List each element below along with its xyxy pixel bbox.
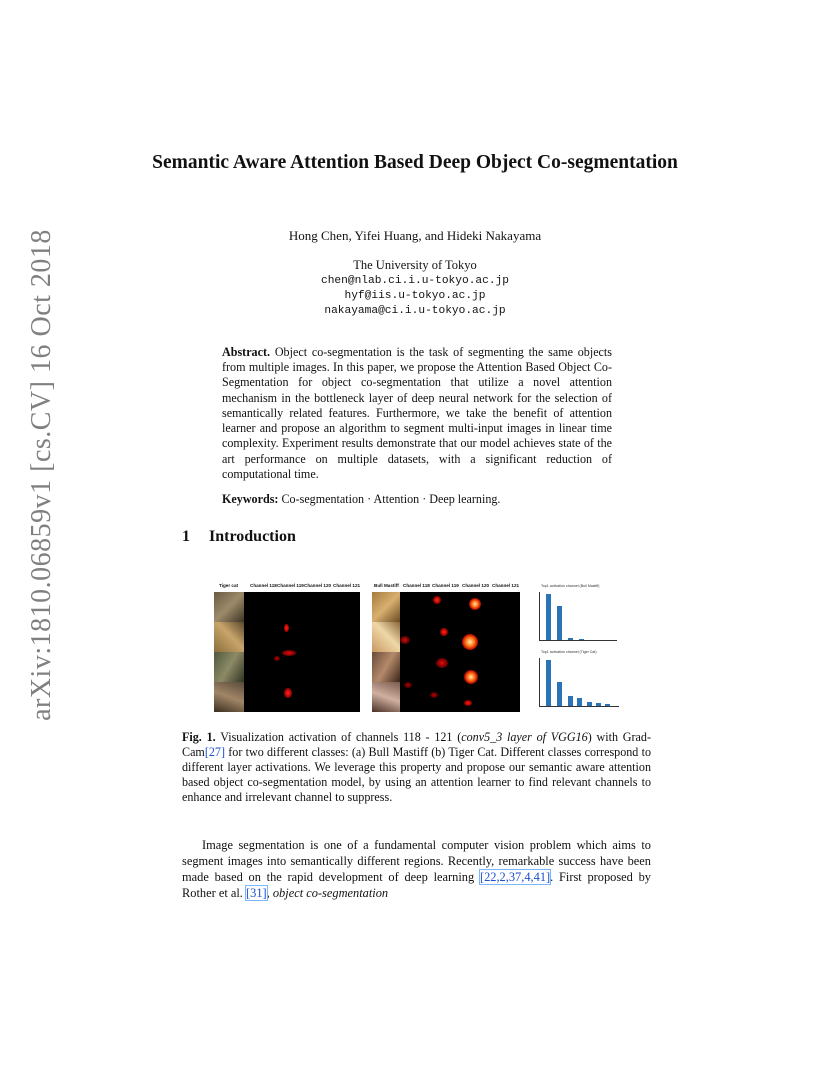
abstract xyxy=(222,345,612,482)
bull-mastiff-panel xyxy=(372,582,520,712)
chart-bar xyxy=(557,606,562,640)
activation-blob xyxy=(284,688,292,698)
chart-bar xyxy=(577,698,582,706)
bull-mastiff-activation-maps xyxy=(400,592,520,712)
chart-bar xyxy=(587,702,592,706)
chart-bar xyxy=(546,594,551,640)
chart-bar xyxy=(557,682,562,706)
activation-blob xyxy=(274,656,280,661)
chart-title: Top1 activation channel (Bull Mastiff) xyxy=(541,584,600,588)
paragraph-text: Image segmentation is one of a fundamental computer vision problem which aims to segment images into semantically different regions. Recently, remarkable success have been made based on the rapid development of deep learning xyxy=(182,838,651,885)
activation-blob xyxy=(433,596,441,604)
keywords xyxy=(222,492,622,507)
tiger-cat-label: Tiger cat xyxy=(219,583,239,588)
section-title: Introduction xyxy=(209,528,296,545)
channel-label: Channel 118 xyxy=(250,583,277,588)
abstract-label: Abstract. xyxy=(222,345,271,359)
bull-mastiff-image-4 xyxy=(372,682,400,712)
tiger-cat-image-2 xyxy=(214,622,244,652)
keywords-label: Keywords: xyxy=(222,492,279,506)
activation-blob xyxy=(400,636,410,644)
activation-blob xyxy=(436,658,448,668)
channel-label: Channel 120 xyxy=(304,583,332,588)
email-1[interactable]: chen@nlab.ci.i.u-tokyo.ac.jp xyxy=(321,275,509,287)
section-heading xyxy=(182,528,296,546)
bull-mastiff-image-1 xyxy=(372,592,400,622)
chart-x-axis xyxy=(539,706,619,707)
intro-paragraph xyxy=(182,837,651,902)
figure-caption xyxy=(182,730,651,806)
activation-blob xyxy=(464,670,478,684)
chart-bar xyxy=(568,696,573,706)
authors: Hong Chen, Yifei Huang, and Hideki Nakayama xyxy=(288,228,542,243)
tiger-cat-activation-maps xyxy=(244,592,360,712)
email-3[interactable]: nakayama@ci.i.u-tokyo.ac.jp xyxy=(324,305,506,317)
figure-1 xyxy=(214,582,624,712)
affiliation: The University of Tokyo xyxy=(353,258,477,272)
channel-label: Channel 121 xyxy=(492,583,520,588)
activation-blob xyxy=(284,624,289,632)
keywords-text: Co-segmentation · Attention · Deep learning. xyxy=(281,492,501,506)
activation-blob xyxy=(282,650,296,656)
activation-blob xyxy=(440,628,448,636)
caption-text: ) with Grad-Cam xyxy=(182,730,651,760)
channel-label: Channel 119 xyxy=(277,583,304,588)
paragraph-text: , xyxy=(266,886,273,901)
activation-blob xyxy=(464,700,472,706)
bull-mastiff-chart xyxy=(526,584,622,642)
tiger-cat-image-3 xyxy=(214,652,244,682)
chart-x-axis xyxy=(539,640,617,641)
paper-title: Semantic Aware Attention Based Deep Object Co-segmentation xyxy=(152,152,678,173)
citation-link[interactable]: [22,2,37,4,41] xyxy=(479,870,551,885)
citation-link[interactable]: [31] xyxy=(246,886,267,901)
paragraph-italic: object co-segmentation xyxy=(272,886,389,901)
email-2[interactable]: hyf@iis.u-tokyo.ac.jp xyxy=(344,290,486,302)
chart-bar xyxy=(605,704,610,706)
tiger-cat-panel xyxy=(214,582,360,712)
citation-link[interactable]: [27] xyxy=(204,745,225,760)
chart-title: Top1 activation channel (Tiger Cat) xyxy=(541,650,597,654)
arxiv-identifier: arXiv:1810.06859v1 [cs.CV] 16 Oct 2018 xyxy=(26,229,58,721)
caption-italic: conv5_3 layer of VGG16 xyxy=(461,730,588,744)
tiger-cat-image-1 xyxy=(214,592,244,622)
activation-blob xyxy=(430,692,438,698)
bull-mastiff-image-3 xyxy=(372,652,400,682)
chart-y-axis xyxy=(539,592,540,640)
abstract-text: Object co-segmentation is the task of segmenting the same objects from multiple images. In this paper, we propose the Attention Based Object Co-Segmentation for object co-segmentation that utilize a novel attention mechanism in the bottleneck layer of deep neural network for the selection of semantically related features. Furthermore, we take the benefit of attention learner and propose an algorithm to segment multi-input images in linear time complexity. Experiment results demonstrate that our model achieves state of the art performance on multiple datasets, with a significant reduction of computational time. xyxy=(222,345,612,481)
channel-label: Channel 121 xyxy=(333,583,361,588)
channel-label: Channel 118 xyxy=(403,583,430,588)
chart-y-axis xyxy=(539,658,540,706)
channel-label: Channel 120 xyxy=(462,583,490,588)
caption-label: Fig. 1. xyxy=(182,730,216,744)
chart-bar xyxy=(596,703,601,706)
bull-mastiff-image-2 xyxy=(372,622,400,652)
channel-label: Channel 119 xyxy=(432,583,459,588)
activation-blob xyxy=(404,682,412,688)
chart-bar xyxy=(546,660,551,706)
caption-text: for two different classes: (a) Bull Mastiff (b) Tiger Cat. Different classes correspond to different layer activations. We leverage this property and propose our semantic aware attention based object co-segmentation model, by using an attention learner to find relevant channels to enhance and irrelevant channel to suppress. xyxy=(182,745,651,805)
activation-blob xyxy=(469,598,481,610)
tiger-cat-image-4 xyxy=(214,682,244,712)
chart-bar xyxy=(579,639,584,640)
caption-text: Visualization activation of channels 118 - 121 ( xyxy=(220,730,462,744)
activation-blob xyxy=(462,634,478,650)
paragraph-text: . First proposed by Rother et al. xyxy=(182,870,651,901)
section-number: 1 xyxy=(182,528,190,545)
bull-mastiff-label: Bull Mastiff xyxy=(374,583,399,588)
chart-bar xyxy=(568,638,573,640)
tiger-cat-chart xyxy=(526,650,622,708)
